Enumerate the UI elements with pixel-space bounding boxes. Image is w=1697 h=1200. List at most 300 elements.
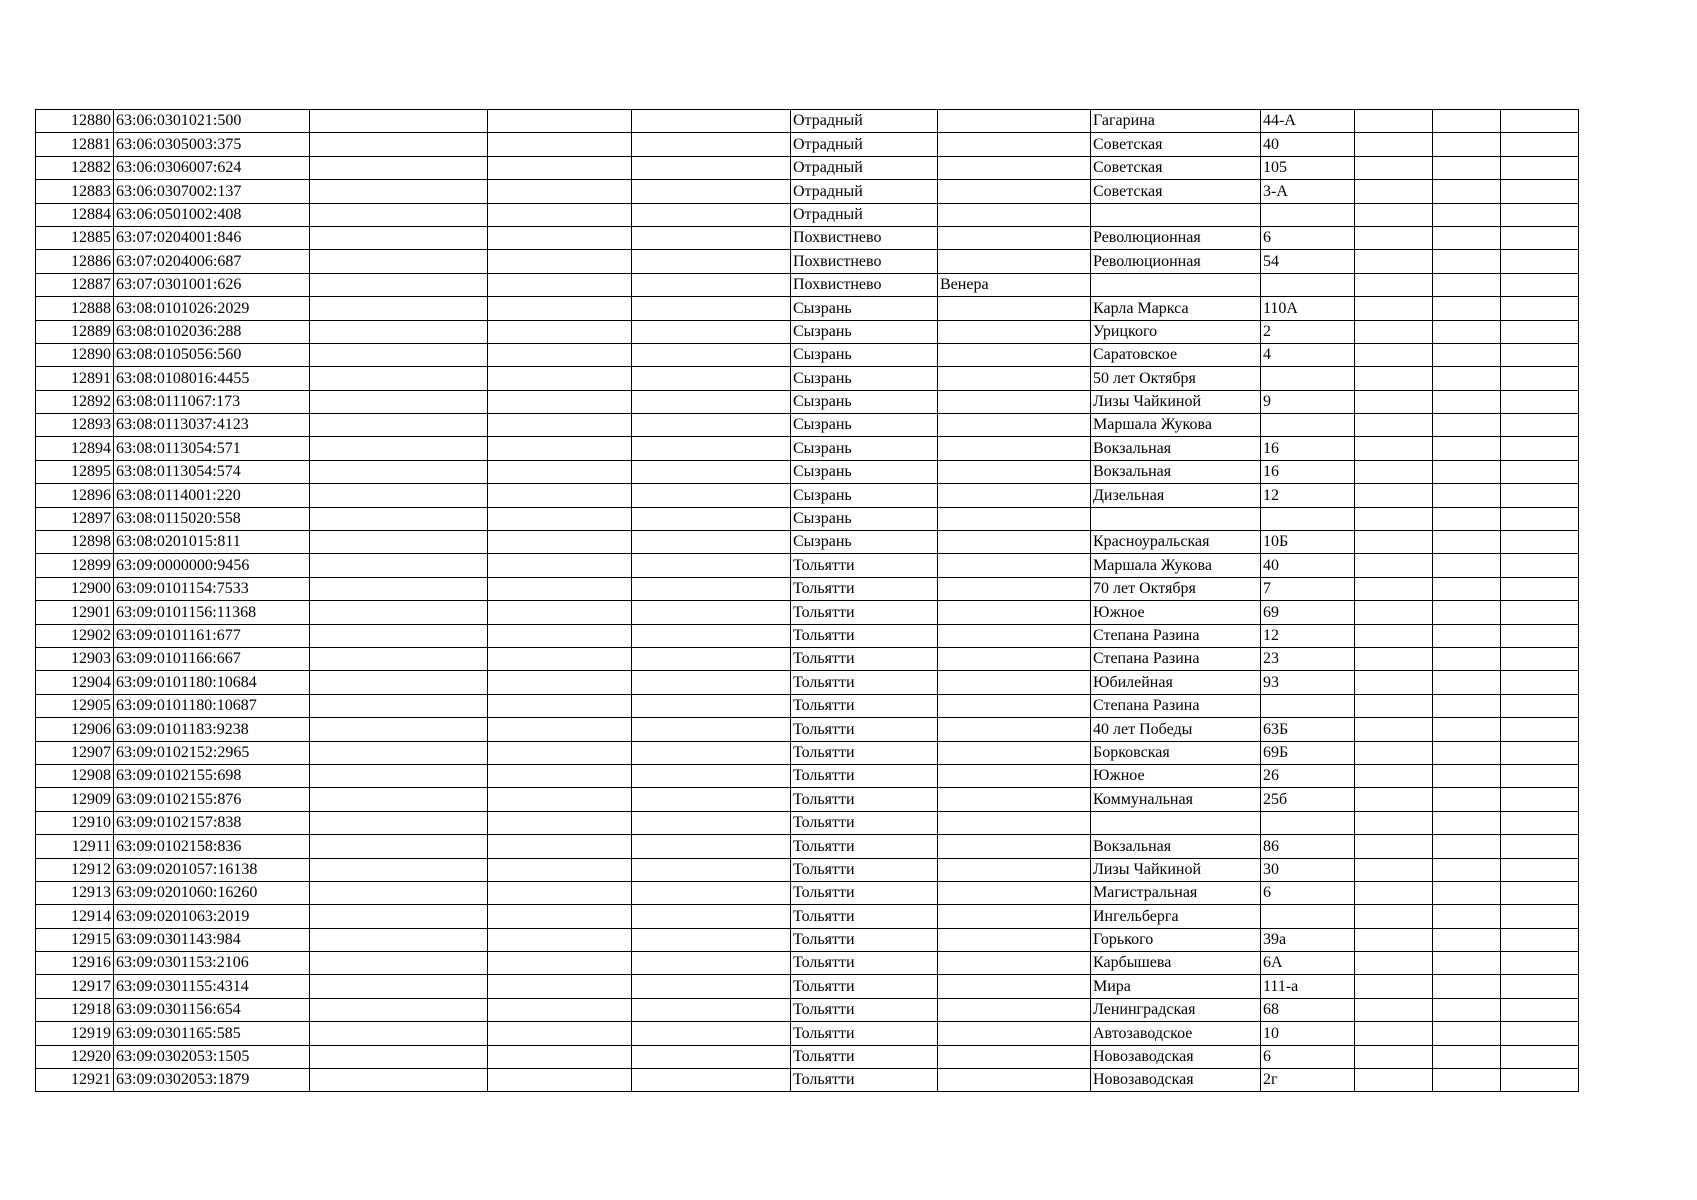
cell-house-number: 68 — [1261, 998, 1355, 1021]
cell-col-12 — [1501, 484, 1579, 507]
cell-col-3 — [310, 297, 488, 320]
cell-col-5 — [632, 554, 791, 577]
cell-house-number: 2 — [1261, 320, 1355, 343]
cell-locality: Тольятти — [791, 905, 938, 928]
cell-col-12 — [1501, 437, 1579, 460]
cell-settlement-name — [938, 998, 1091, 1021]
cell-col-11 — [1433, 554, 1501, 577]
cell-house-number: 7 — [1261, 577, 1355, 600]
cell-row-number: 12890 — [36, 343, 114, 366]
cell-col-4 — [488, 110, 632, 133]
cell-col-11 — [1433, 437, 1501, 460]
table-row — [36, 156, 1579, 179]
cell-col-5 — [632, 952, 791, 975]
cell-street: Ленинградская — [1091, 998, 1261, 1021]
cell-col-10 — [1355, 1045, 1433, 1068]
cell-col-11 — [1433, 671, 1501, 694]
cell-settlement-name — [938, 531, 1091, 554]
cell-street: Саратовское — [1091, 343, 1261, 366]
cell-locality: Тольятти — [791, 858, 938, 881]
cell-col-12 — [1501, 367, 1579, 390]
cell-settlement-name — [938, 694, 1091, 717]
cell-cadastral-number: 63:09:0201057:16138 — [114, 858, 310, 881]
cell-house-number: 39а — [1261, 928, 1355, 951]
table-row — [36, 718, 1579, 741]
cell-col-11 — [1433, 110, 1501, 133]
cell-col-12 — [1501, 998, 1579, 1021]
cell-col-4 — [488, 156, 632, 179]
cell-col-3 — [310, 741, 488, 764]
cell-settlement-name — [938, 858, 1091, 881]
cell-col-11 — [1433, 460, 1501, 483]
cell-col-12 — [1501, 531, 1579, 554]
table-row — [36, 952, 1579, 975]
cell-settlement-name: Венера — [938, 273, 1091, 296]
table-row — [36, 390, 1579, 413]
cell-settlement-name — [938, 554, 1091, 577]
cell-row-number: 12915 — [36, 928, 114, 951]
cell-street: Карбышева — [1091, 952, 1261, 975]
cell-col-4 — [488, 858, 632, 881]
cell-house-number: 6 — [1261, 881, 1355, 904]
cell-col-4 — [488, 928, 632, 951]
cell-col-12 — [1501, 788, 1579, 811]
cell-col-10 — [1355, 437, 1433, 460]
cell-locality: Отрадный — [791, 203, 938, 226]
cell-row-number: 12880 — [36, 110, 114, 133]
cell-street: Красноуральская — [1091, 531, 1261, 554]
cell-col-11 — [1433, 811, 1501, 834]
cell-col-4 — [488, 507, 632, 530]
table-row — [36, 273, 1579, 296]
cell-settlement-name — [938, 226, 1091, 249]
cell-cadastral-number: 63:09:0101180:10684 — [114, 671, 310, 694]
cell-row-number: 12899 — [36, 554, 114, 577]
cell-street: Карла Маркса — [1091, 297, 1261, 320]
cell-col-3 — [310, 156, 488, 179]
cell-col-3 — [310, 624, 488, 647]
cell-col-10 — [1355, 998, 1433, 1021]
cell-col-12 — [1501, 1022, 1579, 1045]
cell-row-number: 12898 — [36, 531, 114, 554]
table-row — [36, 694, 1579, 717]
cell-settlement-name — [938, 460, 1091, 483]
cell-settlement-name — [938, 881, 1091, 904]
cell-col-12 — [1501, 133, 1579, 156]
cell-street: Советская — [1091, 180, 1261, 203]
cell-locality: Тольятти — [791, 952, 938, 975]
cell-locality: Тольятти — [791, 881, 938, 904]
cell-col-3 — [310, 998, 488, 1021]
cell-house-number: 2г — [1261, 1069, 1355, 1092]
cell-col-11 — [1433, 694, 1501, 717]
cell-street — [1091, 811, 1261, 834]
cell-col-10 — [1355, 577, 1433, 600]
cell-col-10 — [1355, 531, 1433, 554]
cell-col-11 — [1433, 273, 1501, 296]
cell-street — [1091, 203, 1261, 226]
table-row — [36, 577, 1579, 600]
cell-house-number: 9 — [1261, 390, 1355, 413]
cell-col-5 — [632, 507, 791, 530]
table-row — [36, 531, 1579, 554]
cell-cadastral-number: 63:08:0113054:574 — [114, 460, 310, 483]
cell-col-3 — [310, 531, 488, 554]
cell-locality: Похвистнево — [791, 273, 938, 296]
cell-row-number: 12881 — [36, 133, 114, 156]
cell-col-5 — [632, 367, 791, 390]
cell-col-4 — [488, 741, 632, 764]
cell-col-4 — [488, 647, 632, 670]
cell-cadastral-number: 63:06:0306007:624 — [114, 156, 310, 179]
cell-col-10 — [1355, 694, 1433, 717]
cell-col-3 — [310, 647, 488, 670]
cell-col-10 — [1355, 975, 1433, 998]
cell-col-5 — [632, 414, 791, 437]
cell-house-number: 69 — [1261, 601, 1355, 624]
cell-cadastral-number: 63:09:0101161:677 — [114, 624, 310, 647]
cell-col-5 — [632, 788, 791, 811]
cell-street: Южное — [1091, 764, 1261, 787]
cell-col-5 — [632, 390, 791, 413]
cell-col-3 — [310, 694, 488, 717]
cell-col-3 — [310, 367, 488, 390]
cell-locality: Отрадный — [791, 133, 938, 156]
cell-col-5 — [632, 343, 791, 366]
cell-house-number: 23 — [1261, 647, 1355, 670]
table-row — [36, 647, 1579, 670]
cell-settlement-name — [938, 156, 1091, 179]
cell-col-4 — [488, 1045, 632, 1068]
cell-settlement-name — [938, 928, 1091, 951]
cell-col-4 — [488, 273, 632, 296]
cell-street: Степана Разина — [1091, 694, 1261, 717]
cell-house-number: 10Б — [1261, 531, 1355, 554]
cell-street: Маршала Жукова — [1091, 414, 1261, 437]
table-row — [36, 180, 1579, 203]
cell-col-3 — [310, 484, 488, 507]
cell-col-3 — [310, 975, 488, 998]
cell-locality: Тольятти — [791, 577, 938, 600]
cell-col-4 — [488, 390, 632, 413]
cell-col-4 — [488, 437, 632, 460]
cell-col-10 — [1355, 343, 1433, 366]
cell-col-12 — [1501, 881, 1579, 904]
cell-col-3 — [310, 1045, 488, 1068]
cell-col-3 — [310, 835, 488, 858]
table-row — [36, 507, 1579, 530]
cell-cadastral-number: 63:08:0114001:220 — [114, 484, 310, 507]
table-row — [36, 554, 1579, 577]
cell-street: Новозаводская — [1091, 1045, 1261, 1068]
cell-settlement-name — [938, 718, 1091, 741]
cell-settlement-name — [938, 1045, 1091, 1068]
cell-col-5 — [632, 928, 791, 951]
cell-col-10 — [1355, 858, 1433, 881]
cell-house-number: 30 — [1261, 858, 1355, 881]
cell-house-number: 63Б — [1261, 718, 1355, 741]
cell-street: Новозаводская — [1091, 1069, 1261, 1092]
cell-street: Урицкого — [1091, 320, 1261, 343]
cell-row-number: 12909 — [36, 788, 114, 811]
cell-col-4 — [488, 250, 632, 273]
cell-col-4 — [488, 203, 632, 226]
cell-row-number: 12905 — [36, 694, 114, 717]
cell-col-12 — [1501, 273, 1579, 296]
cell-row-number: 12889 — [36, 320, 114, 343]
cell-cadastral-number: 63:08:0113037:4123 — [114, 414, 310, 437]
cell-col-10 — [1355, 554, 1433, 577]
cell-house-number: 6 — [1261, 226, 1355, 249]
cell-col-11 — [1433, 133, 1501, 156]
cell-cadastral-number: 63:09:0302053:1879 — [114, 1069, 310, 1092]
cell-locality: Отрадный — [791, 110, 938, 133]
table-row — [36, 484, 1579, 507]
cell-col-11 — [1433, 858, 1501, 881]
cell-col-4 — [488, 1022, 632, 1045]
cell-cadastral-number: 63:06:0301021:500 — [114, 110, 310, 133]
table-row — [36, 460, 1579, 483]
cell-row-number: 12888 — [36, 297, 114, 320]
cell-row-number: 12892 — [36, 390, 114, 413]
cell-house-number — [1261, 811, 1355, 834]
cell-col-11 — [1433, 741, 1501, 764]
cell-row-number: 12883 — [36, 180, 114, 203]
cell-house-number: 10 — [1261, 1022, 1355, 1045]
cell-house-number: 40 — [1261, 554, 1355, 577]
cell-col-5 — [632, 905, 791, 928]
cell-row-number: 12906 — [36, 718, 114, 741]
cell-col-3 — [310, 764, 488, 787]
cell-col-5 — [632, 764, 791, 787]
cell-row-number: 12900 — [36, 577, 114, 600]
cell-col-10 — [1355, 647, 1433, 670]
cell-col-10 — [1355, 507, 1433, 530]
cell-row-number: 12886 — [36, 250, 114, 273]
cell-settlement-name — [938, 133, 1091, 156]
cell-col-4 — [488, 414, 632, 437]
cell-col-3 — [310, 250, 488, 273]
cell-locality: Сызрань — [791, 460, 938, 483]
cell-street: Революционная — [1091, 250, 1261, 273]
cell-cadastral-number: 63:09:0101180:10687 — [114, 694, 310, 717]
table-row — [36, 297, 1579, 320]
cell-settlement-name — [938, 203, 1091, 226]
cell-col-3 — [310, 905, 488, 928]
cell-col-4 — [488, 788, 632, 811]
cell-row-number: 12893 — [36, 414, 114, 437]
cell-row-number: 12913 — [36, 881, 114, 904]
cell-col-10 — [1355, 297, 1433, 320]
cell-col-11 — [1433, 764, 1501, 787]
cell-col-12 — [1501, 203, 1579, 226]
cell-locality: Похвистнево — [791, 226, 938, 249]
cell-col-11 — [1433, 484, 1501, 507]
cell-locality: Тольятти — [791, 671, 938, 694]
cell-col-4 — [488, 905, 632, 928]
cell-row-number: 12921 — [36, 1069, 114, 1092]
cell-col-10 — [1355, 250, 1433, 273]
cell-locality: Тольятти — [791, 694, 938, 717]
cell-locality: Отрадный — [791, 180, 938, 203]
cell-col-4 — [488, 694, 632, 717]
cell-settlement-name — [938, 647, 1091, 670]
cell-row-number: 12882 — [36, 156, 114, 179]
table-row — [36, 1069, 1579, 1092]
cell-col-11 — [1433, 601, 1501, 624]
cell-house-number — [1261, 414, 1355, 437]
cell-col-5 — [632, 133, 791, 156]
table-row — [36, 835, 1579, 858]
cell-row-number: 12919 — [36, 1022, 114, 1045]
table-row — [36, 1022, 1579, 1045]
cell-locality: Тольятти — [791, 1045, 938, 1068]
cell-locality: Сызрань — [791, 437, 938, 460]
cell-cadastral-number: 63:08:0113054:571 — [114, 437, 310, 460]
cell-col-3 — [310, 1069, 488, 1092]
cell-street: Лизы Чайкиной — [1091, 390, 1261, 413]
cell-col-12 — [1501, 764, 1579, 787]
cell-col-10 — [1355, 390, 1433, 413]
cell-col-11 — [1433, 250, 1501, 273]
cell-cadastral-number: 63:08:0105056:560 — [114, 343, 310, 366]
cell-col-11 — [1433, 343, 1501, 366]
cell-col-11 — [1433, 881, 1501, 904]
cell-col-5 — [632, 1022, 791, 1045]
cell-house-number: 44-А — [1261, 110, 1355, 133]
cell-locality: Тольятти — [791, 788, 938, 811]
cell-col-10 — [1355, 156, 1433, 179]
cell-col-10 — [1355, 273, 1433, 296]
cell-locality: Похвистнево — [791, 250, 938, 273]
cell-settlement-name — [938, 975, 1091, 998]
cell-settlement-name — [938, 414, 1091, 437]
cell-col-12 — [1501, 835, 1579, 858]
cell-col-10 — [1355, 718, 1433, 741]
cell-col-4 — [488, 577, 632, 600]
table-row — [36, 928, 1579, 951]
cell-col-3 — [310, 577, 488, 600]
cell-settlement-name — [938, 811, 1091, 834]
cell-col-5 — [632, 1069, 791, 1092]
cell-cadastral-number: 63:06:0307002:137 — [114, 180, 310, 203]
cell-col-3 — [310, 928, 488, 951]
cell-street: Вокзальная — [1091, 437, 1261, 460]
cell-row-number: 12896 — [36, 484, 114, 507]
cell-col-3 — [310, 320, 488, 343]
cell-col-4 — [488, 835, 632, 858]
cell-col-12 — [1501, 250, 1579, 273]
cell-settlement-name — [938, 835, 1091, 858]
cell-col-12 — [1501, 601, 1579, 624]
cell-col-11 — [1433, 788, 1501, 811]
cell-col-11 — [1433, 835, 1501, 858]
cell-col-4 — [488, 671, 632, 694]
cell-col-10 — [1355, 671, 1433, 694]
cell-cadastral-number: 63:08:0115020:558 — [114, 507, 310, 530]
cell-locality: Сызрань — [791, 390, 938, 413]
cell-col-5 — [632, 110, 791, 133]
cell-house-number: 69Б — [1261, 741, 1355, 764]
cell-col-4 — [488, 601, 632, 624]
cell-col-3 — [310, 437, 488, 460]
cell-row-number: 12904 — [36, 671, 114, 694]
cell-house-number: 110А — [1261, 297, 1355, 320]
cell-col-10 — [1355, 1069, 1433, 1092]
table-row — [36, 764, 1579, 787]
cell-col-5 — [632, 226, 791, 249]
cell-col-5 — [632, 624, 791, 647]
cell-col-4 — [488, 343, 632, 366]
cell-locality: Сызрань — [791, 320, 938, 343]
cell-cadastral-number: 63:09:0201063:2019 — [114, 905, 310, 928]
cell-settlement-name — [938, 1022, 1091, 1045]
cell-cadastral-number: 63:08:0108016:4455 — [114, 367, 310, 390]
cell-col-5 — [632, 156, 791, 179]
cell-col-10 — [1355, 764, 1433, 787]
table-row — [36, 601, 1579, 624]
table-row — [36, 414, 1579, 437]
cell-street: Степана Разина — [1091, 647, 1261, 670]
cell-col-10 — [1355, 484, 1433, 507]
cell-col-3 — [310, 554, 488, 577]
cell-house-number: 111-а — [1261, 975, 1355, 998]
cell-col-12 — [1501, 718, 1579, 741]
cell-col-10 — [1355, 928, 1433, 951]
cell-col-5 — [632, 531, 791, 554]
cell-col-10 — [1355, 203, 1433, 226]
cell-col-12 — [1501, 460, 1579, 483]
cell-col-11 — [1433, 718, 1501, 741]
table-row — [36, 1045, 1579, 1068]
cell-row-number: 12917 — [36, 975, 114, 998]
cell-col-11 — [1433, 1022, 1501, 1045]
cell-row-number: 12897 — [36, 507, 114, 530]
cell-street: Вокзальная — [1091, 460, 1261, 483]
table-row — [36, 788, 1579, 811]
cell-col-4 — [488, 367, 632, 390]
cell-settlement-name — [938, 507, 1091, 530]
cell-locality: Тольятти — [791, 1022, 938, 1045]
cell-col-10 — [1355, 1022, 1433, 1045]
cell-col-12 — [1501, 156, 1579, 179]
cell-row-number: 12895 — [36, 460, 114, 483]
cell-house-number: 86 — [1261, 835, 1355, 858]
cell-col-12 — [1501, 390, 1579, 413]
cell-settlement-name — [938, 952, 1091, 975]
cell-street: Юбилейная — [1091, 671, 1261, 694]
cell-house-number — [1261, 507, 1355, 530]
cell-settlement-name — [938, 180, 1091, 203]
cell-col-11 — [1433, 1069, 1501, 1092]
cell-settlement-name — [938, 437, 1091, 460]
cell-house-number — [1261, 203, 1355, 226]
cell-cadastral-number: 63:08:0111067:173 — [114, 390, 310, 413]
cell-col-12 — [1501, 928, 1579, 951]
cell-locality: Тольятти — [791, 835, 938, 858]
cell-col-5 — [632, 484, 791, 507]
cell-street: Магистральная — [1091, 881, 1261, 904]
cell-street: Маршала Жукова — [1091, 554, 1261, 577]
cell-col-10 — [1355, 881, 1433, 904]
cell-cadastral-number: 63:09:0301156:654 — [114, 998, 310, 1021]
cell-col-10 — [1355, 460, 1433, 483]
cell-row-number: 12911 — [36, 835, 114, 858]
cell-street: Автозаводское — [1091, 1022, 1261, 1045]
cell-col-11 — [1433, 531, 1501, 554]
cell-cadastral-number: 63:09:0102158:836 — [114, 835, 310, 858]
cell-street: Лизы Чайкиной — [1091, 858, 1261, 881]
